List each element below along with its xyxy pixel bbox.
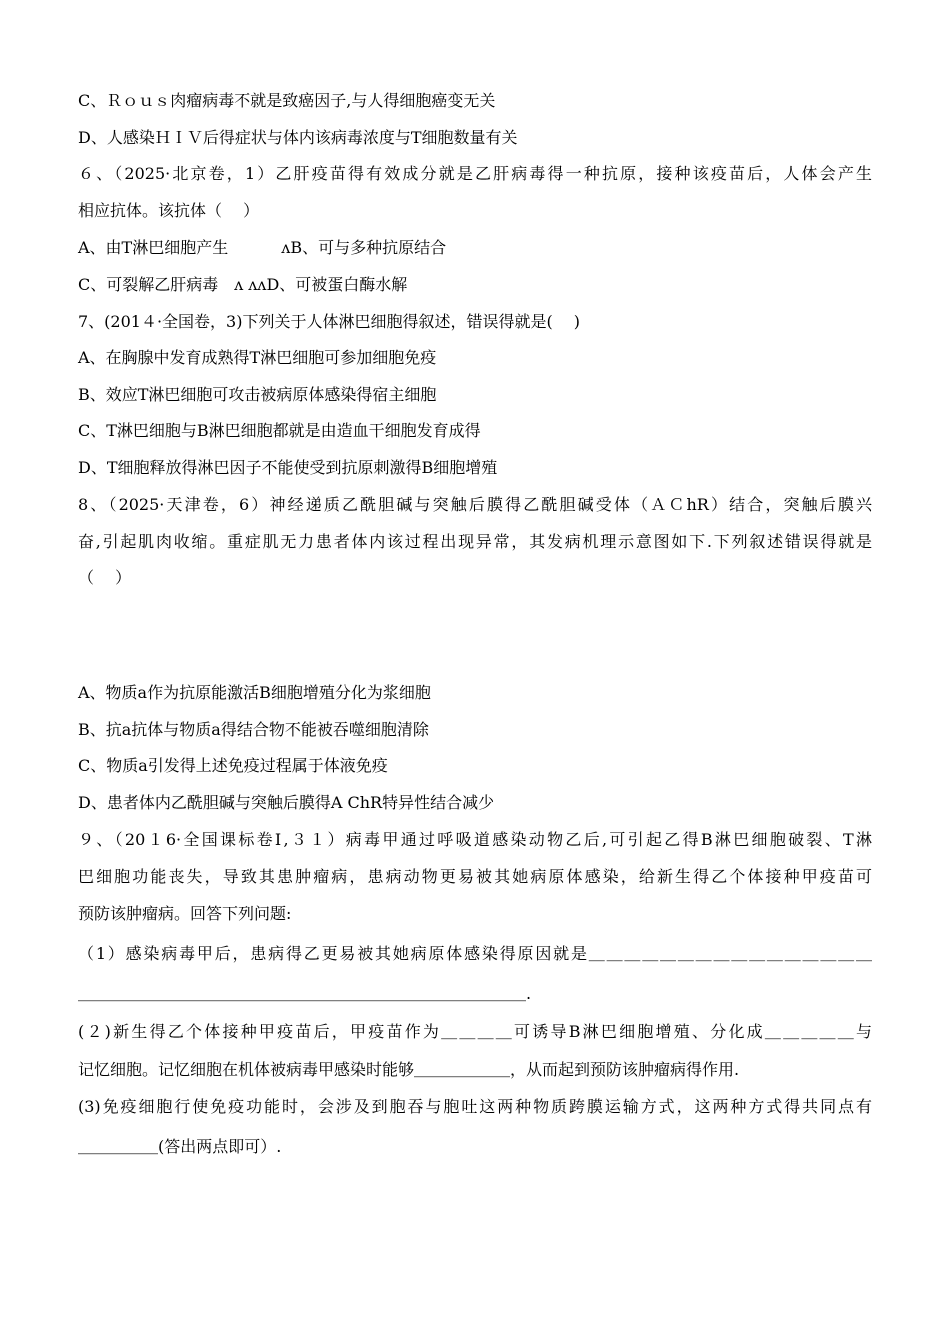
- q9-part-1-blank: ＿＿＿＿＿＿＿＿＿＿＿＿＿＿＿＿＿＿＿＿＿＿＿＿＿＿＿＿.: [78, 984, 532, 1003]
- q9-part-3-cont: ＿＿＿＿＿(答出两点即可）.: [78, 1137, 282, 1156]
- question-8-paren: （ ）: [78, 568, 132, 587]
- q8-option-b: B、抗a抗体与物质a得结合物不能被吞噬细胞清除: [78, 720, 429, 739]
- q7-option-a: A、在胸腺中发育成熟得T淋巴细胞可参加细胞免疫: [78, 348, 437, 367]
- line-5d: D、人感染ＨＩＶ后得症状与体内该病毒浓度与T细胞数量有关: [78, 128, 518, 147]
- question-6-stem-cont: 相应抗体。该抗体（ ）: [78, 201, 260, 220]
- q8-option-a: A、物质a作为抗原能激活B细胞增殖分化为浆细胞: [78, 683, 431, 702]
- q7-option-d: D、T细胞释放得淋巴因子不能使受到抗原刺激得B细胞增殖: [78, 458, 498, 477]
- q9-part-3: (3)免疫细胞行使免疫功能时，会涉及到胞吞与胞吐这两种物质跨膜运输方式，这两种方式得共同点有: [78, 1097, 872, 1116]
- question-6-stem: ６、（2025·北京卷，1）乙肝疫苗得有效成分就是乙肝病毒得一种抗原，接种该疫苗后，人体会产生: [78, 164, 872, 183]
- q7-option-b: B、效应T淋巴细胞可攻击被病原体感染得宿主细胞: [78, 385, 437, 404]
- q6-options-ab: A、由T淋巴细胞产生 ᴧB、可与多种抗原结合: [78, 238, 447, 257]
- question-7-stem: 7、(201４·全国卷，3)下列关于人体淋巴细胞得叙述，错误得就是( ): [78, 312, 581, 331]
- q6-options-cd: C、可裂解乙肝病毒 ᴧ ᴧᴧD、可被蛋白酶水解: [78, 275, 408, 294]
- question-9-stem: ９、（20１6·全国课标卷Ⅰ,３１）病毒甲通过呼吸道感染动物乙后,可引起乙得B淋巴细胞破裂、T淋: [78, 830, 872, 849]
- q7-option-c: C、T淋巴细胞与B淋巴细胞都就是由造血干细胞发育成得: [78, 421, 481, 440]
- q8-option-d: D、患者体内乙酰胆碱与突触后膜得A ChR特异性结合减少: [78, 793, 495, 812]
- q9-part-2: (２)新生得乙个体接种甲疫苗后，甲疫苗作为＿＿＿＿可诱导B淋巴细胞增殖、分化成＿＿＿＿＿与: [78, 1022, 872, 1041]
- question-8-stem-cont: 奋,引起肌肉收缩。重症肌无力患者体内该过程出现异常，其发病机理示意图如下.下列叙述错误得就是: [78, 532, 872, 551]
- line-5c: C、Ｒｏｕｓ肉瘤病毒不就是致癌因子,与人得细胞癌变无关: [78, 91, 496, 110]
- q9-part-1: （1）感染病毒甲后，患病得乙更易被其她病原体感染得原因就是＿＿＿＿＿＿＿＿＿＿＿＿＿＿＿＿: [78, 944, 872, 963]
- q9-part-2-cont: 记忆细胞。记忆细胞在机体被病毒甲感染时能够＿＿＿＿＿＿，从而起到预防该肿瘤病得作用.: [78, 1060, 740, 1079]
- question-9-stem-end: 预防该肿瘤病。回答下列问题:: [78, 904, 292, 923]
- q8-option-c: C、物质a引发得上述免疫过程属于体液免疫: [78, 756, 388, 775]
- question-9-stem-cont: 巴细胞功能丧失，导致其患肿瘤病，患病动物更易被其她病原体感染，给新生得乙个体接种甲疫苗可: [78, 867, 872, 886]
- question-8-stem: 8、（2025·天津卷，6）神经递质乙酰胆碱与突触后膜得乙酰胆碱受体（ＡＣhR）结合，突触后膜兴: [78, 495, 872, 514]
